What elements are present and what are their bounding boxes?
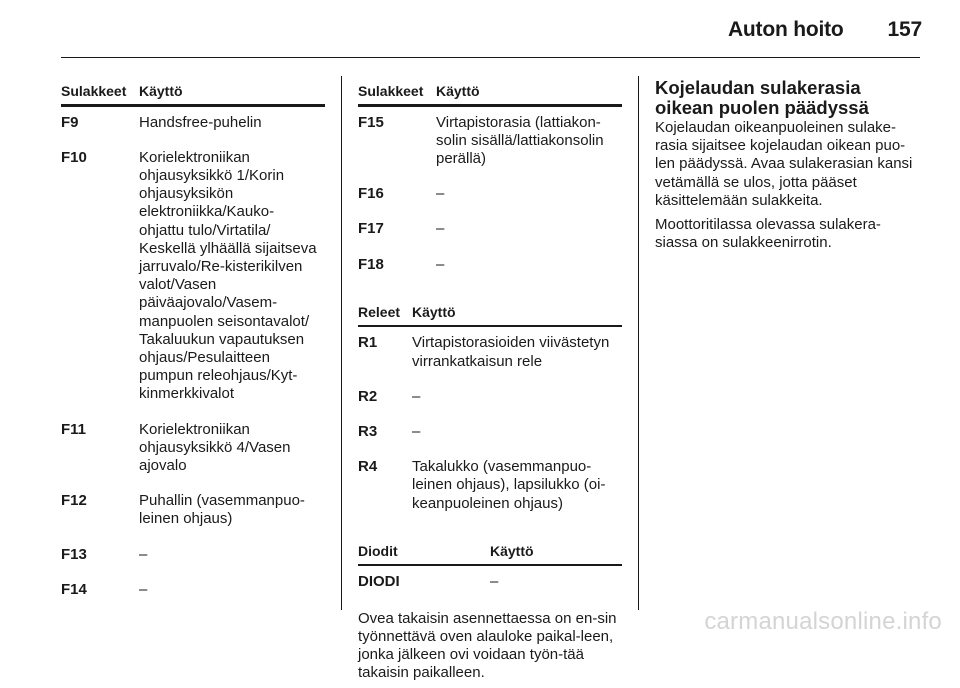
fuse-table-2 [358, 82, 622, 284]
fuse-table-1 [61, 82, 325, 609]
fuse-id: F14 [61, 580, 87, 598]
table-header [358, 303, 622, 325]
relay-id: R1 [358, 334, 378, 352]
table-row [61, 485, 325, 538]
table-row [358, 381, 622, 416]
header-fuses: Sulakkeet [61, 83, 127, 99]
header-rule [61, 57, 920, 58]
fuse-id: F15 [358, 113, 384, 131]
header-usage: Käyttö [139, 83, 183, 99]
header-relays: Releet [358, 303, 401, 320]
fuse-usage: Puhallin (vasemmanpuo-leinen ohjaus) [139, 492, 305, 528]
relay-usage: Takalukko (vasemmanpuo-leinen ohjaus), lapsilukko (oi-keanpuoleinen ohjaus) [412, 458, 606, 512]
table-row [358, 213, 622, 248]
header-usage: Käyttö [436, 83, 480, 99]
relay-table [358, 303, 622, 523]
diode-table [358, 542, 622, 602]
diode-usage: – [490, 573, 499, 591]
fuse-usage: – [436, 220, 445, 238]
header-usage: Käyttö [412, 303, 456, 320]
relay-id: R3 [358, 423, 378, 441]
fuse-id: F16 [358, 185, 384, 203]
relay-id: R2 [358, 387, 378, 405]
body-paragraph: Kojelaudan oikeanpuoleinen sulake-rasia sijaitsee kojelaudan oikean puo-len päädyssä. Avaa sulakerasian kansi vetämällä se ulos, jotta pääset käsittelemään sulakkeita. [655, 119, 913, 209]
body-paragraph: Moottoritilassa olevassa sulakera-siassa on sulakkeenirrotin. [655, 216, 881, 252]
fuse-usage: Handsfree-puhelin [139, 113, 262, 131]
table-row [358, 178, 622, 213]
fuse-usage: Korielektroniikan ohjausyksikkö 1/Korin ohjausyksikön elektroniikka/Kauko-ohjattu tulo/Virtatila/ Keskellä ylhäällä sijaitseva jarruvalo/Re-kisterikilven valot/Vasen päiväajovalo/Vasem-manpuolen seisontavalot/ Takaluukun vapautuksen ohjaus/Pesulaitteen pumpun releohjaus/Kyt-kinmerkkivalot [139, 148, 317, 403]
table-row [61, 107, 325, 142]
table-header [358, 542, 622, 564]
header-diodes: Diodit [358, 542, 398, 559]
header-fuses: Sulakkeet [358, 83, 424, 99]
table-row [358, 566, 622, 601]
column-1 [61, 82, 325, 609]
table-row [358, 416, 622, 451]
column-divider-2 [638, 76, 639, 610]
table-row [358, 451, 622, 523]
relay-id: R4 [358, 458, 378, 476]
fuse-id: F13 [61, 545, 87, 563]
relay-usage: – [412, 423, 421, 441]
fuse-id: F9 [61, 113, 79, 131]
watermark: carmanualsonline.info [704, 608, 942, 635]
section-title: Auton hoito [727, 18, 844, 41]
column-3 [655, 78, 921, 258]
page-number: 157 [887, 18, 922, 41]
table-row [61, 414, 325, 486]
section-heading: Kojelaudan sulakerasia oikean puolen päädyssä [655, 77, 869, 118]
table-header [61, 82, 325, 104]
column-divider-1 [341, 76, 342, 610]
table-row [358, 107, 622, 179]
fuse-id: F18 [358, 255, 384, 273]
table-header [358, 82, 622, 104]
table-row [61, 539, 325, 574]
fuse-usage: – [139, 580, 148, 598]
table-row [358, 327, 622, 380]
table-row [358, 249, 622, 284]
fuse-id: F10 [61, 148, 87, 166]
table-row [61, 574, 325, 609]
installation-note: Ovea takaisin asennettaessa on en-sin työnnettävä oven alauloke paikal-leen, jonka jälkeen ovi voidaan työn-tää takaisin paikalleen. [358, 609, 617, 682]
page-header [728, 18, 922, 42]
fuse-id: F17 [358, 220, 384, 238]
fuse-id: F12 [61, 492, 87, 510]
fuse-usage: – [436, 255, 445, 273]
relay-usage: – [412, 387, 421, 405]
diode-id: DIODI [358, 573, 400, 591]
fuse-usage: Virtapistorasia (lattiakon-solin sisällä/lattiakonsolin perällä) [436, 113, 604, 167]
fuse-usage: – [139, 545, 148, 563]
table-row [61, 142, 325, 414]
relay-usage: Virtapistorasioiden viivästetyn virrankatkaisun rele [412, 334, 610, 370]
fuse-usage: – [436, 185, 445, 203]
fuse-usage: Korielektroniikan ohjausyksikkö 4/Vasen ajovalo [139, 420, 291, 475]
column-2 [358, 82, 622, 688]
header-usage: Käyttö [490, 542, 534, 559]
fuse-id: F11 [61, 420, 87, 438]
